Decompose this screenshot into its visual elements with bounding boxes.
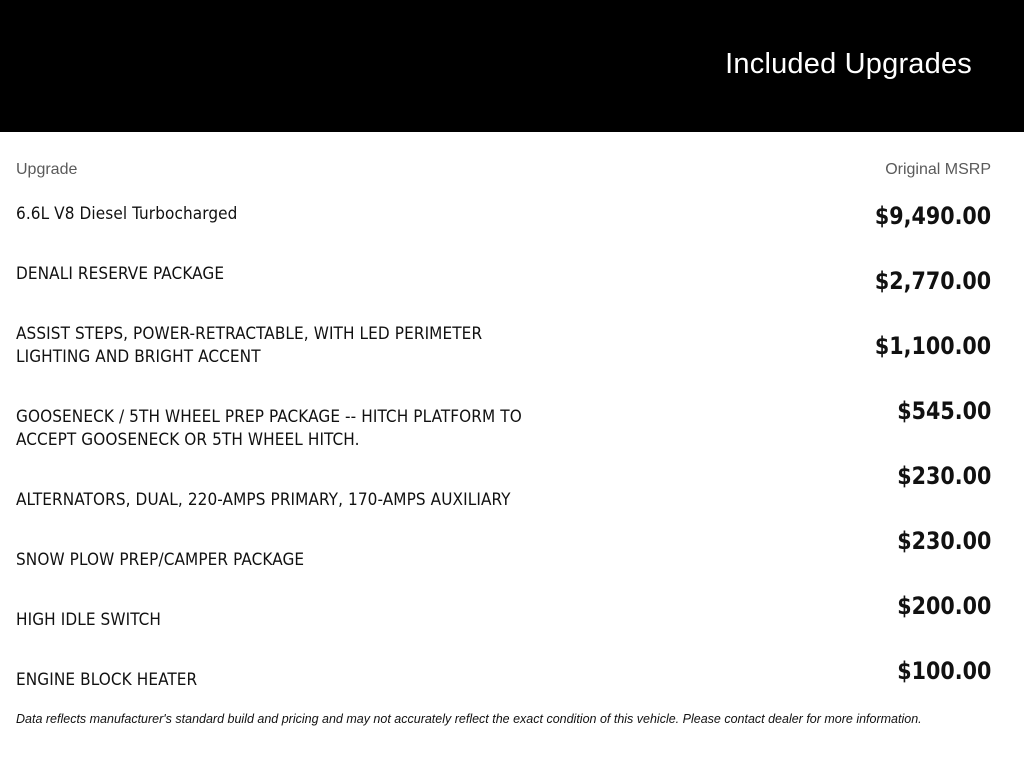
- upgrade-price: $545.00: [896, 397, 991, 425]
- upgrade-price: $230.00: [896, 527, 991, 555]
- upgrade-name: ALTERNATORS, DUAL, 220-AMPS PRIMARY, 170-AMPS AUXILIARY: [16, 490, 511, 510]
- upgrade-price: $2,770.00: [874, 267, 991, 295]
- upgrade-price: $9,490.00: [874, 202, 991, 230]
- upgrade-price: $1,100.00: [874, 332, 991, 360]
- upgrade-price: $100.00: [896, 657, 991, 685]
- upgrade-price: $230.00: [896, 462, 991, 490]
- upgrade-name: ASSIST STEPS, POWER-RETRACTABLE, WITH LED PERIMETER LIGHTING AND BRIGHT ACCENT: [16, 324, 483, 367]
- msrp-column-header: Original MSRP: [885, 161, 991, 178]
- page-title: Included Upgrades: [725, 48, 972, 80]
- disclaimer-text: Data reflects manufacturer's standard build and pricing and may not accurately reflect the exact condition of this vehicle. Please contact dealer for more information.: [16, 712, 922, 726]
- header-banner: [0, 0, 1024, 132]
- upgrade-name: DENALI RESERVE PACKAGE: [16, 264, 225, 284]
- upgrade-name: ENGINE BLOCK HEATER: [16, 670, 198, 690]
- upgrade-column-header: Upgrade: [16, 161, 78, 178]
- upgrade-name: 6.6L V8 Diesel Turbocharged: [16, 204, 238, 224]
- upgrade-price: $200.00: [896, 592, 991, 620]
- upgrade-name: HIGH IDLE SWITCH: [16, 610, 162, 630]
- upgrade-name: GOOSENECK / 5TH WHEEL PREP PACKAGE -- HITCH PLATFORM TO ACCEPT GOOSENECK OR 5TH WHEEL HITCH.: [16, 407, 522, 450]
- upgrade-name: SNOW PLOW PREP/CAMPER PACKAGE: [16, 550, 305, 570]
